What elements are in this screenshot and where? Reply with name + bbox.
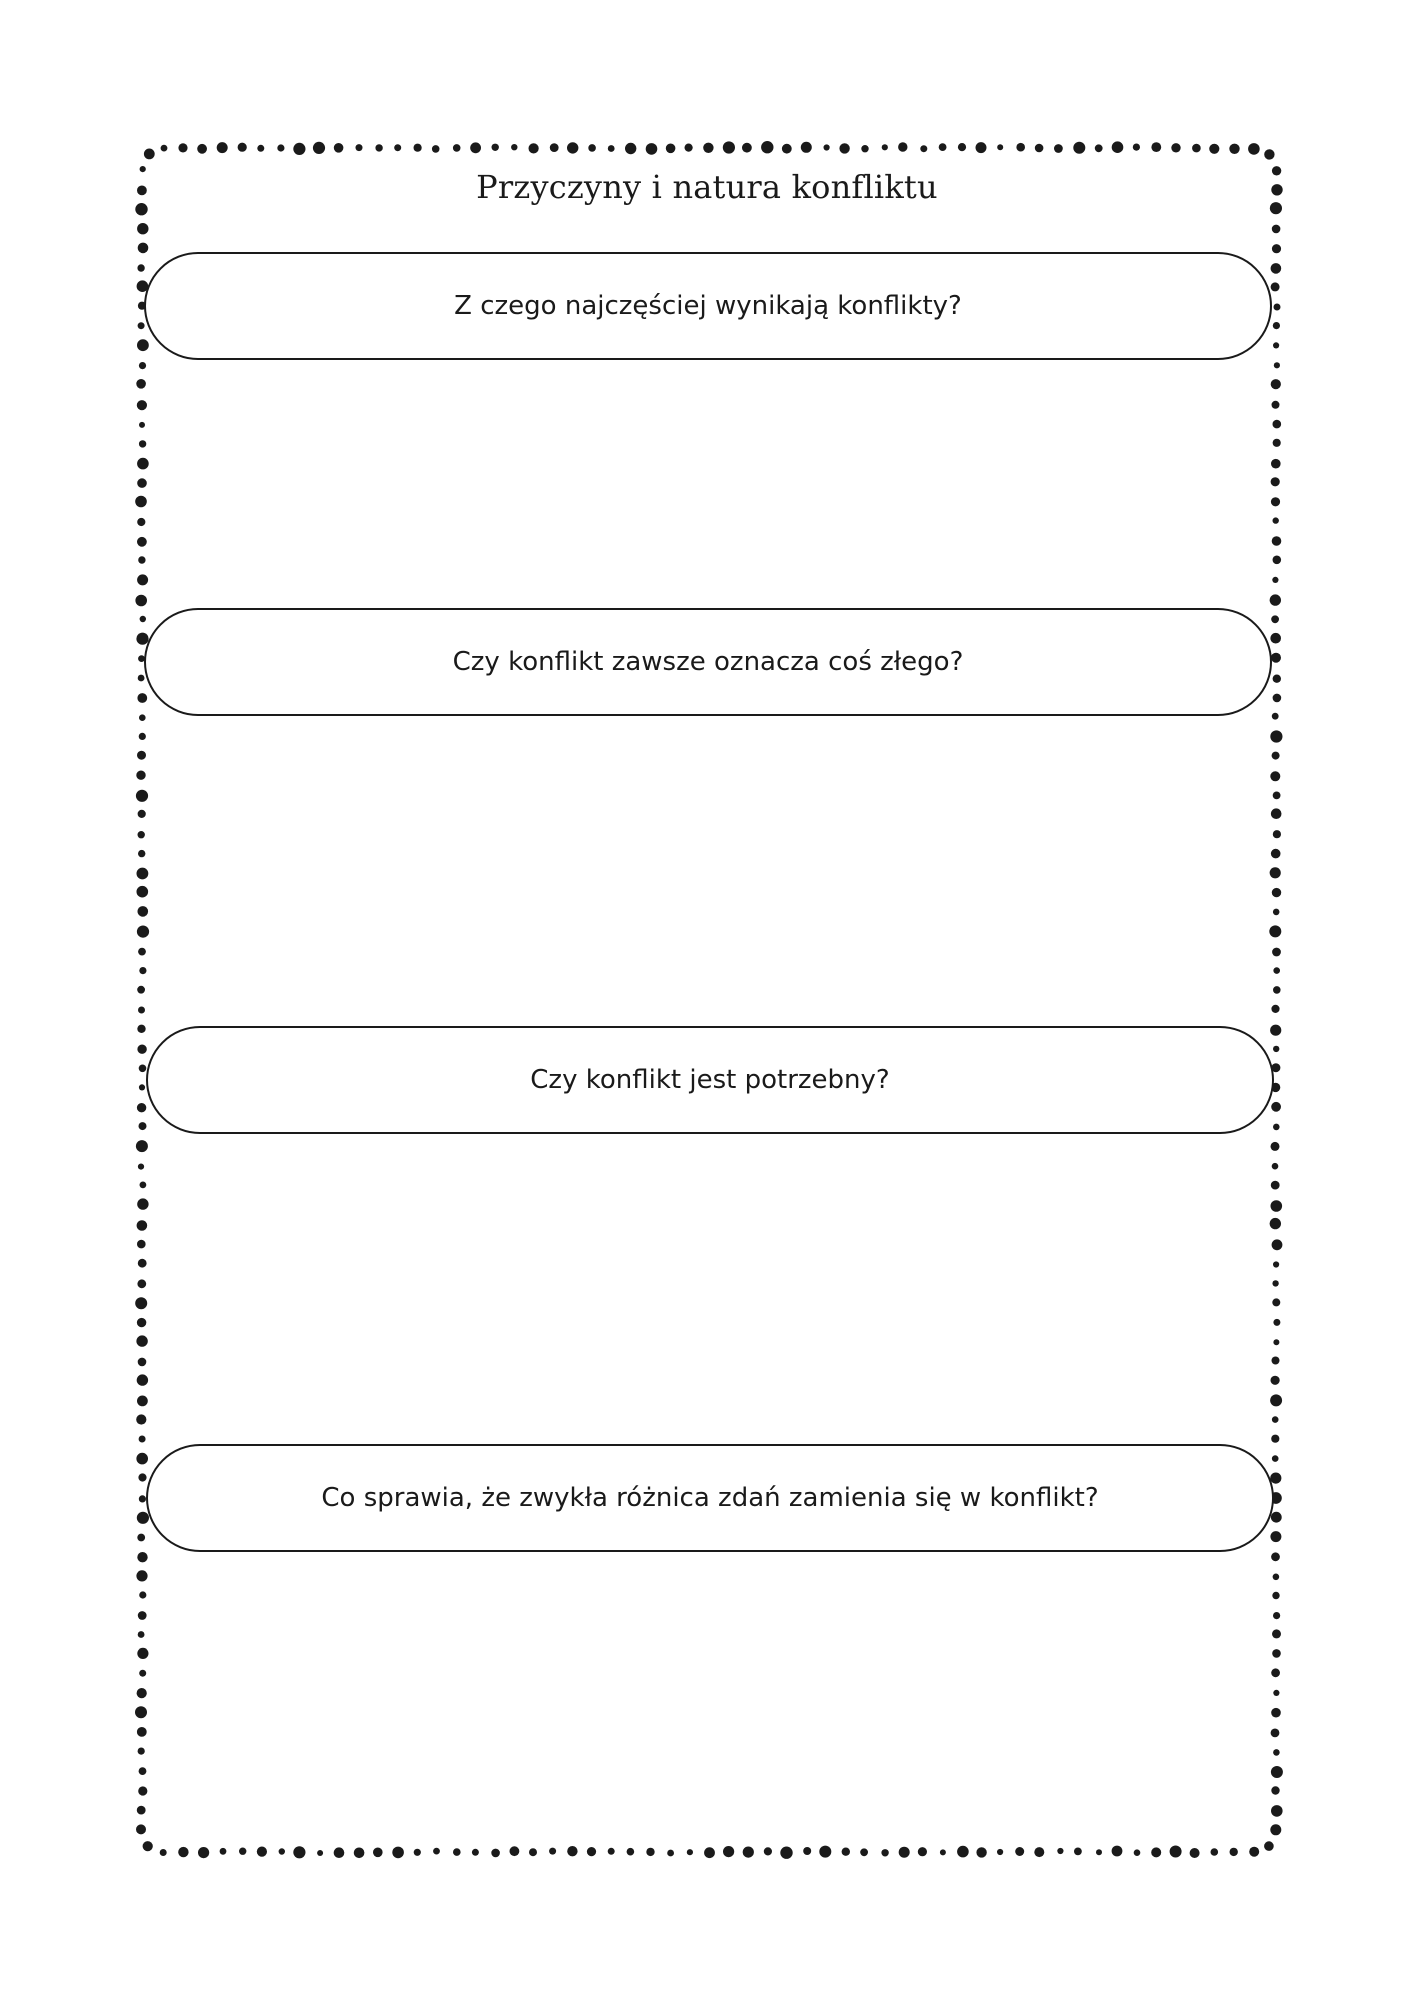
answer-area-4[interactable] <box>150 1564 1266 1834</box>
question-box-3: Czy konflikt jest potrzebny? <box>146 1026 1274 1134</box>
answer-area-2[interactable] <box>150 728 1266 1018</box>
worksheet-title: Przyczyny i natura konfliktu <box>476 168 938 206</box>
question-box-2: Czy konflikt zawsze oznacza coś złego? <box>144 608 1272 716</box>
answer-area-1[interactable] <box>150 372 1266 602</box>
question-box-1: Z czego najczęściej wynikają konflikty? <box>144 252 1272 360</box>
question-box-4: Co sprawia, że zwykła różnica zdań zamienia się w konflikt? <box>146 1444 1274 1552</box>
answer-area-3[interactable] <box>150 1146 1266 1436</box>
